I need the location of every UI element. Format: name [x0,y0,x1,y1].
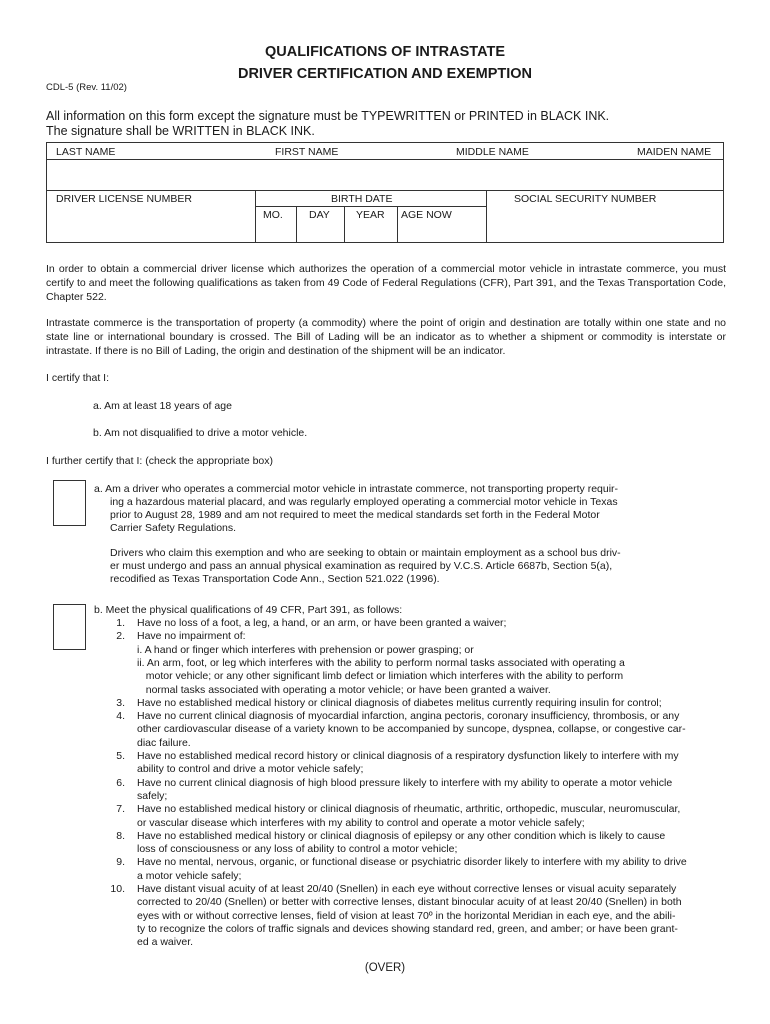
qualification-line: Have no established medical history or clinical diagnosis of rheumatic, arthritic, orthopedic, muscular, neuromuscular, [137,803,681,816]
grid-divider [296,206,297,242]
qualification-line: diac failure. [137,736,191,749]
qualification-line: Have no mental, nervous, organic, or functional disease or psychiatric disorder likely to interfere with my ability to drive [137,856,687,869]
day-label: DAY [309,209,330,221]
qualification-number: 4. [116,710,125,723]
last-name-label: LAST NAME [56,146,116,158]
qualification-line: Have distant visual acuity of at least 20/40 (Snellen) in each eye without corrective lenses or visual acuity separately [137,883,677,895]
qualification-line: corrected to 20/40 (Snellen) or better with corrective lenses, distant binocular acuity of at least 20/40 (Snellen) in both [137,896,682,909]
qualification-number: 5. [116,750,125,762]
birth-month-input[interactable] [257,223,295,241]
qualification-subitem-line: normal tasks associated with operating a motor vehicle; or have been granted a waiver. [137,683,551,696]
option-a-note-line: recodified as Texas Transportation Code Ann., Section 521.022 (1996). [110,573,440,585]
middle-name-label: MIDDLE NAME [456,146,529,158]
option-a-line: a. Am a driver who operates a commercial motor vehicle in intrastate commerce, not transporting property requir- [94,483,619,495]
certify-item-a: a. Am at least 18 years of age [93,400,232,412]
form-number: CDL-5 (Rev. 11/02) [46,82,127,93]
qualification-line: ed a waiver. [137,936,194,949]
qualification-line: or vascular disease which interferes with my ability to control and operate a motor vehicle safely; [137,816,585,829]
intro-paragraph-2: Intrastate commerce is the transportation of property (a commodity) where the point of origin and destination are totally within one state and no state line or international boundary is crossed. The Bill of Lading will be an indicator as to whether a shipment or commodity is interstate or intrastate. If there is no Bill of Lading, the origin and destination of the shipment will be an indicator. [46,317,726,357]
grid-divider [255,206,486,207]
driver-info-grid [46,142,724,243]
form-title-line2: DRIVER CERTIFICATION AND EXEMPTION [237,66,533,82]
grid-divider [47,159,723,160]
qualification-line: a motor vehicle safely; [137,869,242,882]
qualification-number: 9. [116,856,125,869]
qualification-line: Have no impairment of: [137,630,246,643]
option-a-line: Carrier Safety Regulations. [110,522,237,534]
qualification-line: eyes with or without corrective lenses, field of vision at least 70º in the horizontal Meridian in each eye, and the abili- [137,909,676,922]
further-certify-heading: I further certify that I: (check the appropriate box) [46,455,274,467]
form-title-line1: QUALIFICATIONS OF INTRASTATE [264,44,506,60]
grid-divider [344,206,345,242]
qualification-line: Have no established medical history or clinical diagnosis of epilepsy or any other condition which is likely to cause [137,829,666,842]
ssn-input[interactable] [488,207,722,241]
qualification-subitem-line: i. A hand or finger which interferes with prehension or power grasping; or [137,643,474,656]
qualification-number: 10. [110,883,125,895]
certify-heading: I certify that I: [46,372,110,384]
qualification-line: Have no loss of a foot, a leg, a hand, or an arm, or have been granted a waiver; [137,617,507,629]
qualification-line: safely; [137,789,168,802]
qualification-number: 6. [116,776,125,789]
option-b-checkbox[interactable] [53,604,86,650]
qualification-number: 3. [116,696,125,709]
qualification-line: Have no established medical history or clinical diagnosis of diabetes melitus currently requiring insulin for control; [137,696,662,709]
qualification-line: loss of consciousness or any loss of ability to control a motor vehicle; [137,843,458,856]
qualification-number: 1. [116,617,125,629]
qualification-line: Have no current clinical diagnosis of myocardial infarction, angina pectoris, coronary insufficiency, thrombosis, or any [137,710,680,723]
option-a-line: prior to August 28, 1989 and am not required to meet the medical standards set forth in the Federal Motor [110,509,600,521]
qualification-line: Have no current clinical diagnosis of high blood pressure likely to interfere with my ability to operate a motor vehicle [137,776,673,789]
option-b-heading: b. Meet the physical qualifications of 49 CFR, Part 391, as follows: [94,604,403,616]
option-a-note-line: Drivers who claim this exemption and who are seeking to obtain or maintain employment as a school bus driv- [110,547,621,559]
qualification-line: ability to control and drive a motor vehicle safely; [137,763,364,776]
birth-year-input[interactable] [346,223,396,241]
instruction-line1: All information on this form except the signature must be TYPEWRITTEN or PRINTED in BLACK INK. [46,109,610,123]
qualification-line: ty to recognize the colors of traffic signals and devices showing standard red, green, and amber; or have been grant- [137,922,678,935]
qualification-subitem-line: ii. An arm, foot, or leg which interferes with the ability to perform normal tasks associated with operating a [137,656,625,669]
ssn-label: SOCIAL SECURITY NUMBER [514,193,657,205]
grid-divider [397,206,398,242]
intro-paragraph-1: In order to obtain a commercial driver license which authorizes the operation of a commercial motor vehicle in intrastate commerce, you must certify to and meet the following qualifications as taken from 49 Code of Federal Regulations (CFR), Part 391, and the Texas Transportation Code, Chapter 522. [46,263,726,303]
qualification-number: 2. [116,630,125,643]
dl-number-input[interactable] [48,207,254,241]
dl-number-label: DRIVER LICENSE NUMBER [56,193,192,205]
age-now-label: AGE NOW [401,209,452,221]
name-input[interactable] [48,161,722,189]
grid-divider [47,190,723,191]
qualification-subitem-line: motor vehicle; or any other significant limb defect or limiation which interferes with the ability to perform [137,670,624,683]
qualification-number: 7. [116,803,125,816]
month-label: MO. [263,209,283,221]
qualification-number: 8. [116,829,125,842]
year-label: YEAR [356,209,385,221]
age-now-input[interactable] [399,223,485,241]
over-label: (OVER) [364,962,406,974]
first-name-label: FIRST NAME [275,146,339,158]
certify-item-b: b. Am not disqualified to drive a motor vehicle. [93,427,308,439]
qualification-line: other cardiovascular disease of a variety known to be accompanied by suncope, dyspnea, collapse, or congestive car- [137,723,686,736]
birth-day-input[interactable] [298,223,343,241]
option-a-line: ing a hazardous material placard, and was regularly employed operating a commercial motor vehicle in Texas [110,496,618,508]
grid-divider [255,190,256,242]
birth-date-label: BIRTH DATE [331,193,393,205]
instruction-line2: The signature shall be WRITTEN in BLACK INK. [46,124,315,138]
option-a-note-line: er must undergo and pass an annual physical examination as required by V.C.S. Article 6687b, Section 5(a), [110,560,613,572]
grid-divider [486,190,487,242]
qualification-line: Have no established medical record history or clinical diagnosis of a respiratory dysfunction likely to interfere with my [137,750,679,762]
maiden-name-label: MAIDEN NAME [637,146,712,158]
option-a-checkbox[interactable] [53,480,86,526]
